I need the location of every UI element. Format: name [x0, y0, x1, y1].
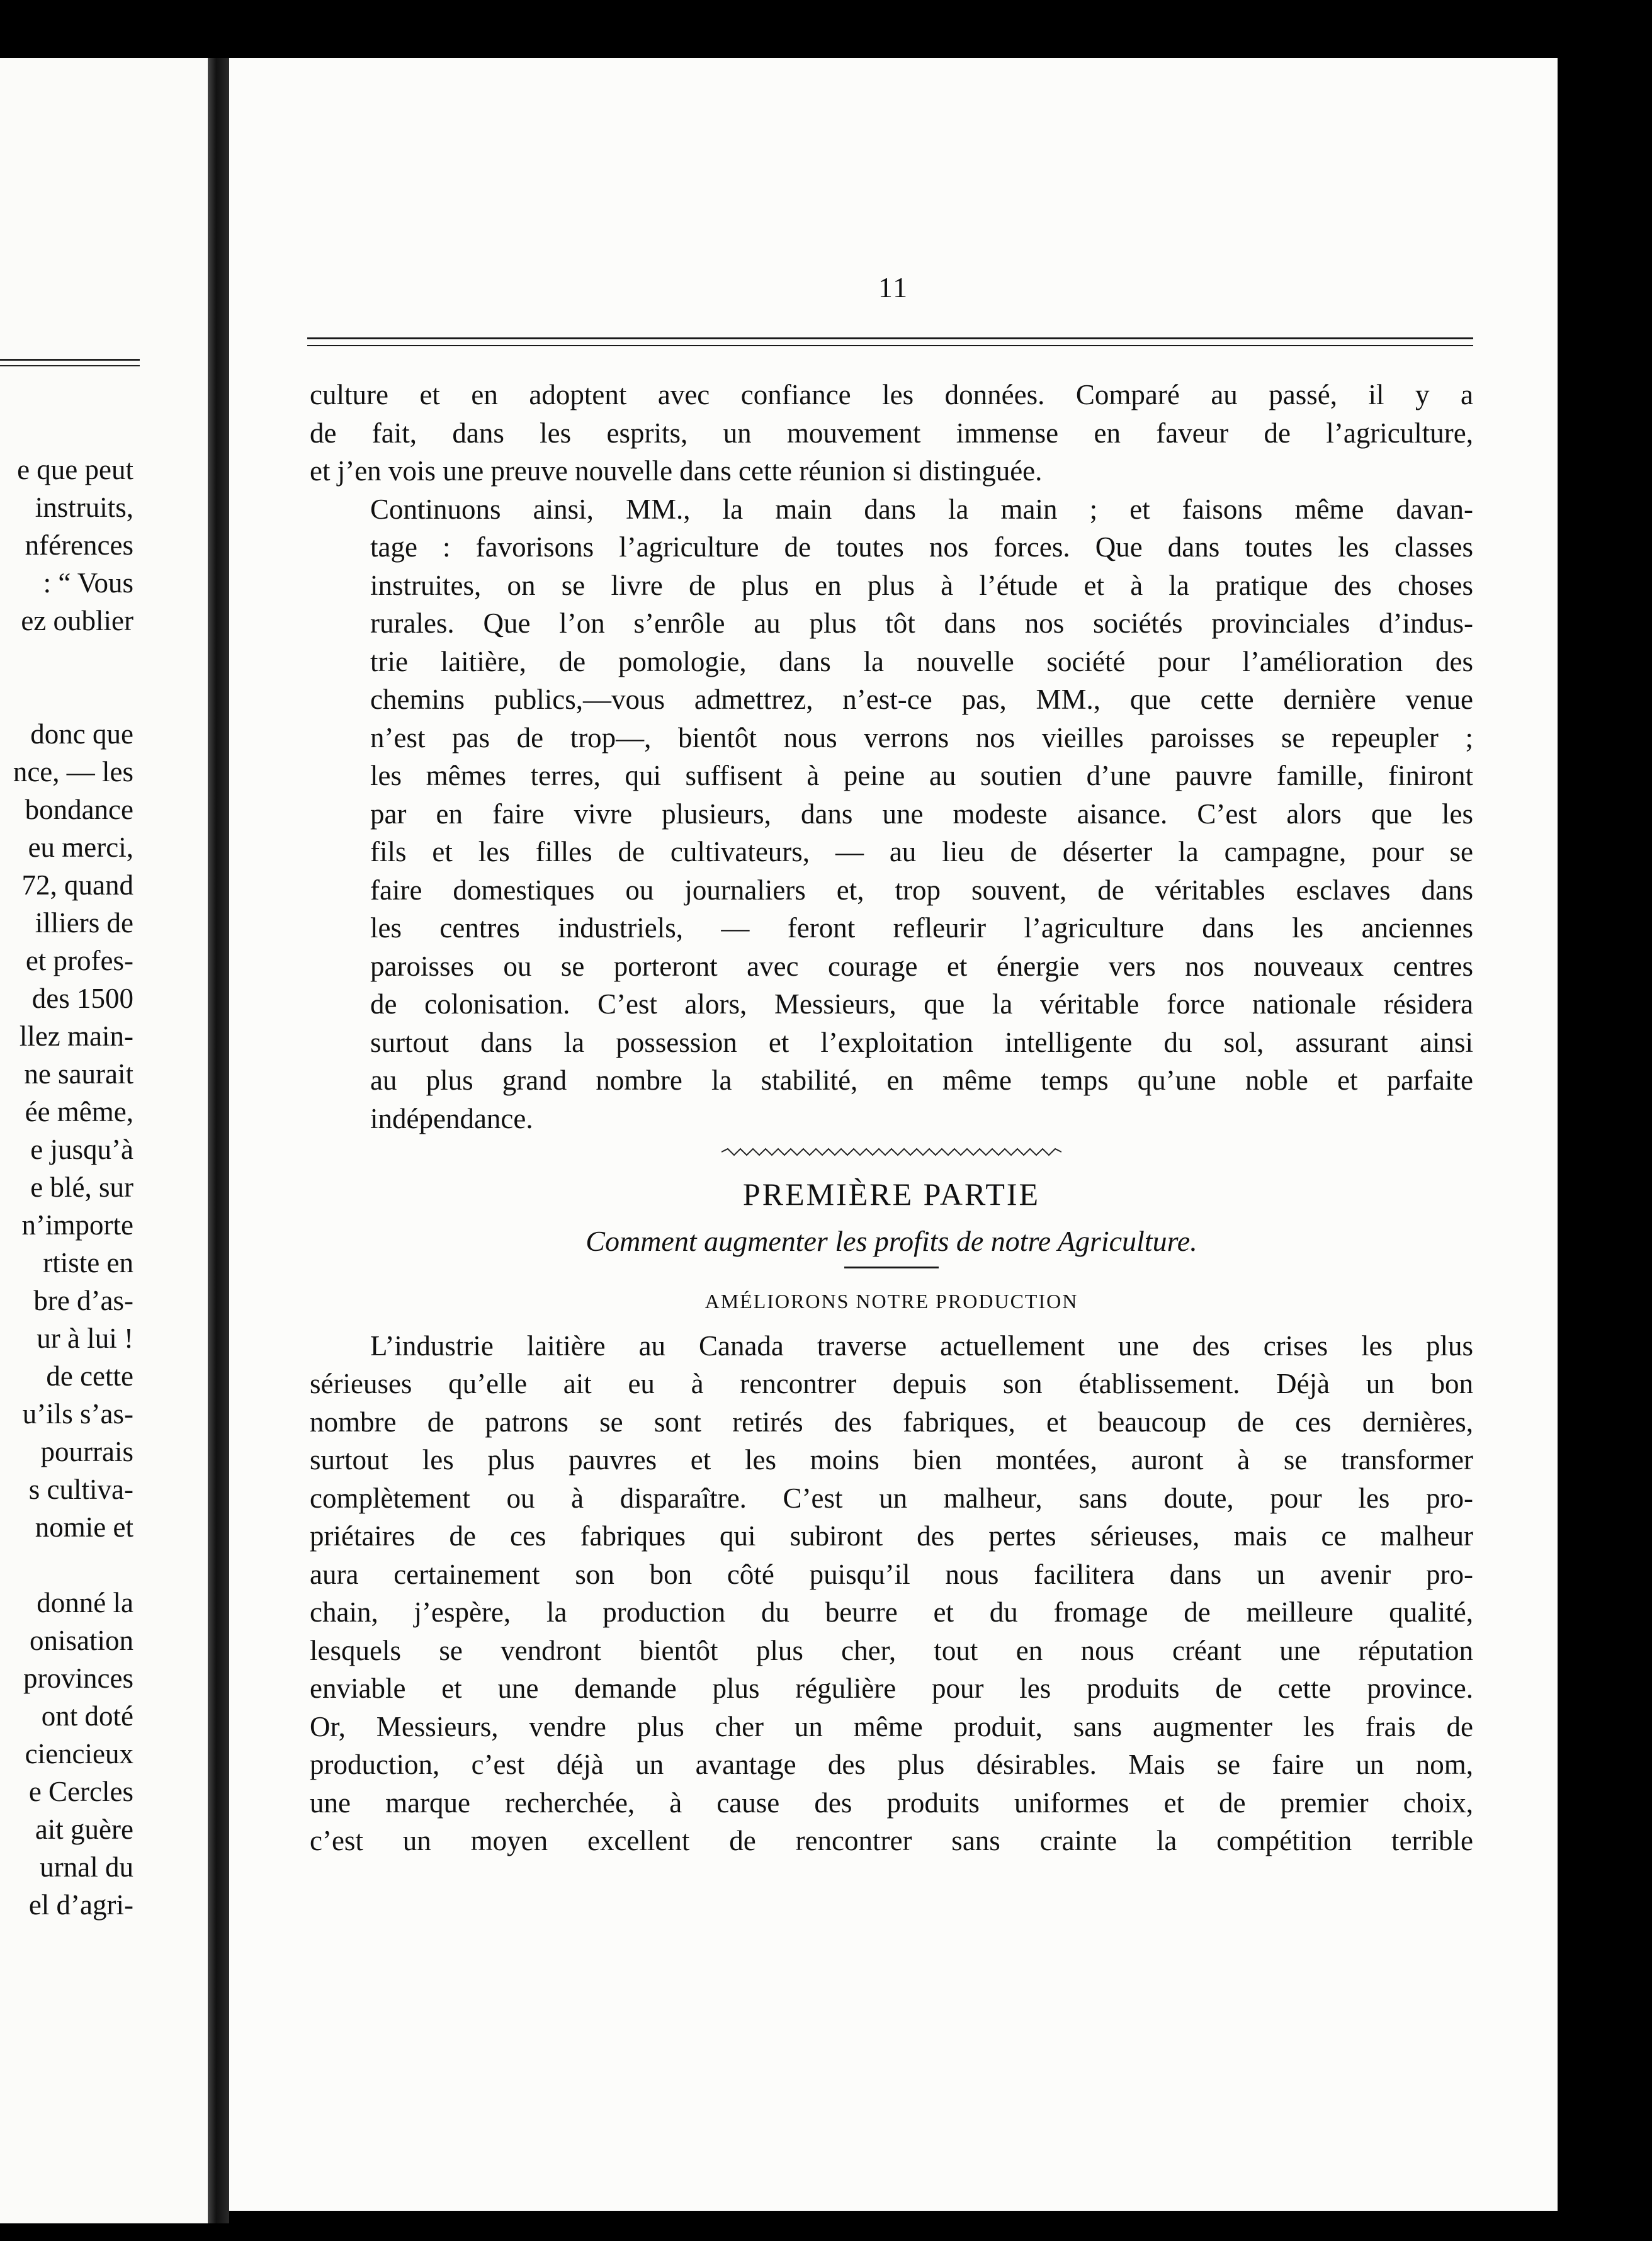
- page-body: [310, 376, 1473, 1860]
- text-line: complètement ou à disparaître. C’est un malheur, sans doute, pour les pro-: [310, 1482, 1473, 1514]
- text-line: fils et les filles de cultivateurs, — au lieu de déserter la campagne, pour se: [370, 836, 1473, 867]
- left-header-rule: [0, 359, 140, 361]
- left-page-line: e blé, sur: [30, 1171, 133, 1203]
- left-page-line: de cette: [46, 1360, 133, 1392]
- left-page-line: des 1500: [31, 983, 133, 1014]
- text-line: de colonisation. C’est alors, Messieurs, que la véritable force nationale résidera: [370, 988, 1473, 1020]
- text-line: sérieuses qu’elle ait eu à rencontrer depuis son établissement. Déjà un bon: [310, 1368, 1473, 1399]
- text-line: priétaires de ces fabriques qui subiront des pertes sérieuses, mais ce malheur: [310, 1520, 1473, 1552]
- left-page-line: ciencieux: [25, 1738, 133, 1770]
- left-page-line: eu merci,: [28, 832, 133, 863]
- left-page-line: llez main-: [19, 1020, 133, 1052]
- text-line: les centres industriels, — feront refleurir l’agriculture dans les anciennes: [370, 912, 1473, 944]
- book-gutter: [208, 58, 229, 2223]
- text-line: chemins publics,—vous admettrez, n’est-ce pas, MM., que cette dernière venue: [370, 684, 1473, 715]
- left-page-line: ait guère: [35, 1814, 133, 1845]
- text-line: L’industrie laitière au Canada traverse actuellement une des crises les plus: [370, 1329, 1473, 1362]
- text-line: faire domestiques ou journaliers et, trop souvent, de véritables esclaves dans: [370, 874, 1473, 906]
- text-line: trie laitière, de pomologie, dans la nouvelle société pour l’amélioration des: [370, 645, 1473, 677]
- text-line: au plus grand nombre la stabilité, en même temps qu’une noble et parfaite: [370, 1064, 1473, 1096]
- left-page-line: u’ils s’as-: [22, 1398, 133, 1430]
- text-line: surtout dans la possession et l’exploitation intelligente du sol, assurant ainsi: [370, 1026, 1473, 1058]
- intro-paragraph: [310, 376, 1473, 490]
- left-page-line: illiers de: [35, 907, 133, 939]
- text-line: rurales. Que l’on s’enrôle au plus tôt dans nos sociétés provinciales d’indus-: [370, 607, 1473, 639]
- text-line: chain, j’espère, la production du beurre et du fromage de meilleure qualité,: [310, 1596, 1473, 1628]
- left-page-line: donné la: [37, 1587, 133, 1618]
- text-line: les mêmes terres, qui suffisent à peine au soutien d’une pauvre famille, finiront: [370, 760, 1473, 791]
- left-page-line: 72, quand: [21, 869, 133, 901]
- paragraph-continuons: [310, 490, 1473, 1138]
- left-page-line: [13, 640, 133, 677]
- page-number: 11: [878, 271, 909, 303]
- text-line: une marque recherchée, à cause des produits uniformes et de premier choix,: [310, 1787, 1473, 1819]
- left-page-line: ne saurait: [24, 1058, 133, 1090]
- header-rule-2: [307, 345, 1473, 346]
- text-line: production, c’est déjà un avantage des plus désirables. Mais se faire un nom,: [310, 1749, 1473, 1780]
- text-line: nombre de patrons se sont retirés des fabriques, et beaucoup de ces dernières,: [310, 1406, 1473, 1438]
- text-line: et j’en vois une preuve nouvelle dans cette réunion si distinguée.: [310, 455, 1043, 487]
- text-line: Or, Messieurs, vendre plus cher un même produit, sans augmenter les frais de: [310, 1710, 1473, 1742]
- left-page-line: nférences: [25, 529, 133, 561]
- left-page-line: ez oublier: [21, 605, 133, 636]
- left-page-line: pourrais: [40, 1436, 133, 1467]
- left-page-line: bre d’as-: [33, 1285, 133, 1316]
- left-page-line: ur à lui !: [37, 1323, 133, 1354]
- text-line: enviable et une demande plus régulière pour les produits de cette province.: [310, 1673, 1473, 1704]
- left-page-line: n’importe: [21, 1209, 133, 1241]
- left-page-line: e jusqu’à: [30, 1134, 133, 1165]
- left-page-line: ée même,: [25, 1096, 133, 1127]
- text-line: paroisses ou se porteront avec courage et énergie vers nos nouveaux centres: [370, 950, 1473, 982]
- text-line: par en faire vivre plusieurs, dans une modeste aisance. C’est alors que les: [370, 798, 1473, 830]
- text-line: aura certainement son bon côté puisqu’il nous facilitera dans un avenir pro-: [310, 1558, 1473, 1590]
- text-line: instruites, on se livre de plus en plus à l’étude et à la pratique des choses: [370, 569, 1473, 601]
- subheading: AMÉLIORONS NOTRE PRODUCTION: [704, 1290, 1078, 1312]
- left-page-line: onisation: [30, 1625, 133, 1656]
- right-page: [229, 58, 1558, 2211]
- left-page-line: [13, 1546, 133, 1584]
- header-rule: [307, 337, 1473, 339]
- left-page-line: nomie et: [35, 1511, 133, 1543]
- text-line: Continuons ainsi, MM., la main dans la main ; et faisons même davan-: [370, 493, 1473, 525]
- text-line: surtout les plus pauvres et les moins bien montées, auront à se transformer: [310, 1444, 1473, 1476]
- left-page-line: e que peut: [17, 454, 133, 485]
- left-page-line: ont doté: [41, 1700, 133, 1732]
- text-line: indépendance.: [370, 1102, 533, 1134]
- paragraph-industrie-laitiere: [310, 1327, 1473, 1860]
- left-page-line: el d’agri-: [28, 1889, 133, 1921]
- left-page-line: instruits,: [35, 492, 133, 523]
- text-line: lesquels se vendront bientôt plus cher, tout en nous créant une réputation: [310, 1634, 1473, 1666]
- text-line: culture et en adoptent avec confiance les données. Comparé au passé, il y a: [310, 379, 1473, 410]
- left-page-line: et profes-: [25, 945, 133, 976]
- left-page-line: nce, — les: [13, 756, 133, 787]
- left-page-fragment: [0, 58, 208, 2223]
- left-page-line: s cultiva-: [28, 1474, 133, 1505]
- left-page-line: urnal du: [40, 1851, 133, 1883]
- text-line: c’est un moyen excellent de rencontrer sans crainte la compétition terrible: [310, 1825, 1473, 1856]
- text-line: n’est pas de trop—, bientôt nous verrons nos vieilles paroisses se repeupler ;: [370, 721, 1473, 754]
- left-page-line: rtiste en: [43, 1247, 133, 1279]
- text-line: de fait, dans les esprits, un mouvement immense en faveur de l’agriculture,: [310, 417, 1473, 449]
- left-page-line: provinces: [23, 1662, 133, 1694]
- section-title: PREMIÈRE PARTIE: [742, 1177, 1041, 1212]
- text-line: tage : favorisons l’agriculture de toutes nos forces. Que dans toutes les classes: [370, 531, 1473, 563]
- left-page-line: : “ Vous: [43, 567, 133, 599]
- wavy-ornament-divider: [721, 1146, 1061, 1158]
- section-subtitle: Comment augmenter les profits de notre Agriculture.: [586, 1224, 1197, 1257]
- short-rule: [844, 1267, 939, 1268]
- left-page-line: bondance: [25, 794, 133, 825]
- left-page-line: [13, 677, 133, 715]
- left-page-line: e Cercles: [28, 1776, 133, 1807]
- left-header-rule-2: [0, 365, 140, 366]
- left-page-line: donc que: [30, 718, 133, 750]
- left-page-text: [13, 451, 133, 1924]
